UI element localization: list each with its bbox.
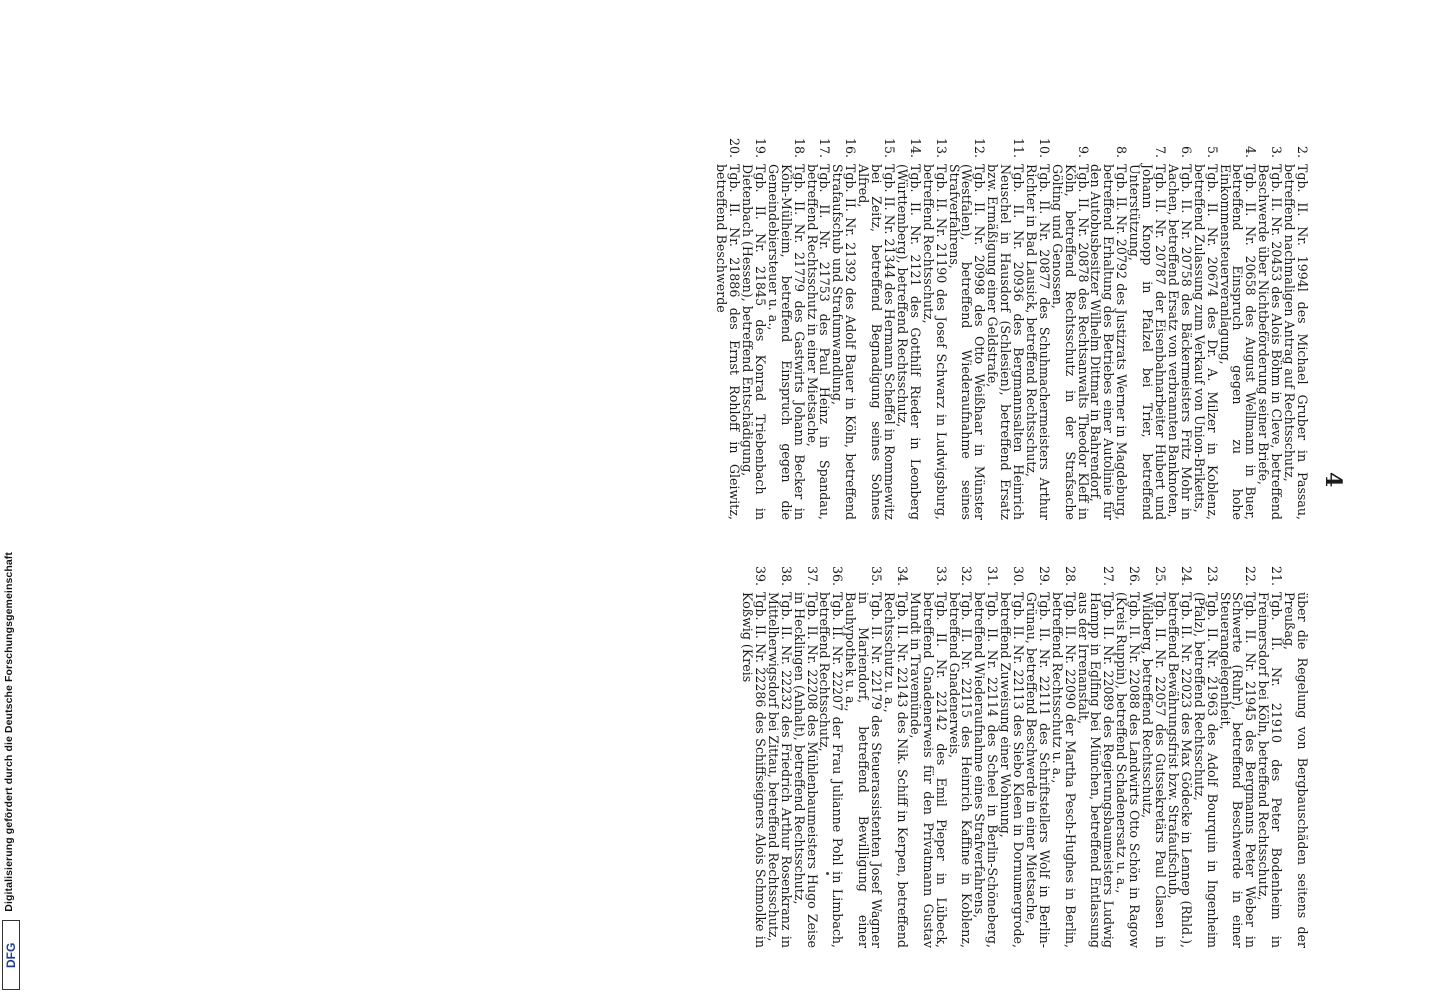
petition-entry <box>740 548 766 948</box>
petition-entry <box>998 548 1027 948</box>
petition-entry <box>908 548 947 948</box>
petition-entry <box>1166 548 1192 948</box>
entry-text: Tgb. II. Nr. 20787 der Eisenbahnarbeiter Hubert und Johann Knopp in Pfalzel bei Trier, betreffend Unterstützung, <box>1127 164 1169 520</box>
entry-text: Tgb. II. Nr. 22113 des Siebo Kleen in Dornumergrode, betreffend Zuweisung einer Wohnung, <box>998 592 1027 948</box>
dfg-logo-icon <box>2 920 20 990</box>
entry-number: 24. <box>1178 565 1194 586</box>
petition-entry <box>843 548 885 948</box>
entry-text: Tgb. II. Nr. 20674 des Dr. A. Milzer in Koblenz, betreffend Zulassung zum Verkauf von Union-Briketts, <box>1191 164 1220 520</box>
entry-text: Tgb. II. Nr. 22286 des Schiffseigners Alois Schmolke in Koßwig (Kreis <box>740 592 768 948</box>
entry-number: 35. <box>869 565 885 586</box>
entry-number: 22. <box>1243 565 1259 586</box>
entry-text: Tgb. II. Nr. 22090 der Martha Pesch-Hughes in Berlin, betreffend Rechtsschutz u. a., <box>1049 592 1078 948</box>
petition-entry <box>1024 548 1050 948</box>
entry-text: Tgb. II. Nr. 20878 des Rechtsanwalts Theodor Kleff in Köln, betreffend Rechtsschutz in der Strafsache Gölting und Genossen, <box>1049 164 1091 520</box>
entry-number: 30. <box>1011 565 1027 586</box>
petition-entry <box>947 120 986 520</box>
entry-text: Tgb. II. Nr. 22111 des Schriftstellers Wolf in Berlin-Grünau, betreffend Beschwerde in einer Mietsache, <box>1023 592 1052 948</box>
entry-text: Tgb. II. Nr. 20792 des Justizrats Werner in Magdeburg, betreffend Erhaltung des Betriebes einer Autolinie für den Autobusbesitzer Wilhelm Dittmar in Bahrendorf, <box>1088 164 1130 520</box>
petition-entry <box>985 120 1027 520</box>
petition-entry <box>1140 548 1169 948</box>
entry-number: 36. <box>830 565 846 586</box>
petition-entry <box>1166 120 1192 520</box>
entry-number: 18. <box>791 137 807 158</box>
entry-text: Tgb. II. Nr. 22114 des Scheel in Berlin-Schöneberg, betreffend Wiederaufnahme eines Strafverfahrens, <box>972 592 1001 948</box>
petition-entry <box>766 120 805 520</box>
entry-text: Tgb. II. Nr. 22115 des Heinrich Kaffine in Koblenz, betreffend Gnadenerweis, <box>946 592 975 948</box>
petition-entry <box>1114 548 1143 948</box>
entry-text: Tgb. II. Nr. 21910 des Peter Bodenheim in Freimersdorf bei Köln, betreffend Rechtsschutz, <box>1256 592 1285 948</box>
petition-entry <box>1256 548 1285 948</box>
entry-text: Tgb. II. Nr. 22208 des Mühlenbaumeisters Hugo Zeise in Hecklingen (Anhalt), betreffend Rechtsschutz, <box>791 592 820 948</box>
petition-entry <box>830 120 859 520</box>
entry-text: Tgb. II. Nr. 22089 des Regierungsbaumeisters Ludwig Hampp in Eglfing bei München, betreffend Entlassung aus der Irrenanstalt, <box>1075 592 1117 948</box>
footer-credit-text: Digitalisierung gefördert durch die Deutsche Forschungsgemeinschaft <box>3 552 15 912</box>
entry-text: Tgb. II. Nr. 21190 des Josef Schwarz in Ludwigsburg, betreffend Rechtsschutz, <box>920 164 949 520</box>
entry-number: 31. <box>985 565 1001 586</box>
petition-entry <box>1192 120 1218 520</box>
petition-entry <box>1050 548 1076 948</box>
entry-number: 34. <box>894 565 910 586</box>
entry-text: Tgb. II. Nr. 22207 der Frau Julianne Pohl in Limbach, betreffend Rechtsschutz, <box>817 592 846 948</box>
entry-text: Tgb. II. Nr. 20453 des Alois Böhm in Cleve, betreffend Beschwerde über Nichtbeförderung seiner Briefe, <box>1256 164 1285 520</box>
entry-number: 10. <box>1036 137 1052 158</box>
petition-entry <box>1218 120 1257 520</box>
petition-entry <box>1089 120 1128 520</box>
entry-text: Tgb. II. Nr. 20658 des August Wellmann in Buer, betreffend Einspruch gegen zu hohe Einkommensteuerveranlagung, <box>1217 164 1259 520</box>
dfg-logo-label: DFG <box>4 942 18 968</box>
entry-text: Tgb. II. Nr. 21845 des Konrad Triebenbach in Dietenbach (Hessen), betreffend Entschädigung, <box>740 164 768 520</box>
entry-text: Tgb. II. Nr. 20877 des Schuhmachermeisters Arthur Richter in Bad Lausick, betreffend Rechtsschutz, <box>1023 164 1052 520</box>
petition-entry <box>1218 548 1257 948</box>
petition-entry <box>882 548 908 948</box>
entry-number: 33. <box>933 565 949 586</box>
entry-number: 15. <box>882 137 897 158</box>
petition-entry <box>805 120 831 520</box>
entry-number: 5. <box>1204 145 1220 158</box>
entry-text: Tgb. II. Nr. 21779 des Gastwirts Johann Becker in Köln-Mülheim, betreffend Einspruch gegen die Gemeindebiersteuer u. a., <box>765 164 807 520</box>
entry-text: Tgb. II. Nr. 22179 des Steuerassistenten Josef Wagner in Mariendorf, betreffend Bewilligung einer Bauhypothek u. a., <box>843 592 885 948</box>
left-column <box>714 120 1308 520</box>
entry-text: über die Regelung von Bergbauschäden seitens der Preußag, <box>1282 592 1310 948</box>
entry-text: Tgb. II. Nr. 21344 des Hermann Scheffel in Rommewitz bei Zeitz, betreffend Begnadigung seines Sohnes Alfred, <box>856 164 897 520</box>
entry-text: Tgb. II. Nr. 1994l des Michael Gruber in Passau, betreffend nachmaligen Antrag auf Rechtsschutz, <box>1282 164 1310 520</box>
entry-number: 23. <box>1204 565 1220 586</box>
entry-number: 13. <box>933 137 949 158</box>
petition-entry <box>1076 548 1115 948</box>
petition-entry <box>921 120 947 520</box>
entry-number: 29. <box>1036 565 1052 586</box>
page-number: 4 <box>1320 472 1346 488</box>
entry-text: Tgb. II. Nr. 22142 des Emil Pieper in Lübeck, betreffend Gnadenerweis für den Privatmann Gustav Mundt in Travemünde, <box>907 592 949 948</box>
entry-number: 8. <box>1114 145 1130 158</box>
entry-number: 14. <box>907 137 923 158</box>
entry-number: 11. <box>1011 137 1027 158</box>
petition-entry <box>740 120 766 520</box>
entry-number: 27. <box>1101 565 1117 586</box>
petition-entry <box>856 120 895 520</box>
entry-text: Tgb. II. Nr. 2121 des Gotthilf Rieder in Leonberg (Württemberg), betreffend Rechtsschutz, <box>894 164 923 520</box>
entry-number: 37. <box>804 565 820 586</box>
entry-number: 7. <box>1153 145 1169 158</box>
entry-text: Tgb. II. Nr. 21945 des Bergmanns Peter Weber in Schwerte (Ruhr), betreffend Beschwerde in einer Steuerangelegenheit, <box>1217 592 1259 948</box>
entry-text: Tgb. II. Nr. 22023 des Max Gödecke in Lennep (Rhld.), betreffend Bewährungsfrist bzw. Strafaufschub, <box>1165 592 1194 948</box>
entry-number: 2. <box>1295 145 1310 158</box>
entry-text: Tgb. II. Nr. 21963 des Adolf Bourquin in Ingenheim (Pfalz), betreffend Rechtsschutz, <box>1191 592 1220 948</box>
entry-number: 4. <box>1243 145 1259 158</box>
entry-number: 38. <box>778 565 794 586</box>
entry-number: 9. <box>1075 145 1091 158</box>
petition-entry <box>714 120 743 520</box>
entry-number: 28. <box>1062 565 1078 586</box>
digitization-footer <box>0 0 22 1000</box>
petition-entry <box>1282 548 1308 948</box>
petition-entry <box>818 548 844 948</box>
entry-number: 20. <box>727 137 743 158</box>
right-column <box>740 548 1308 948</box>
entry-number: 39. <box>752 565 768 586</box>
entry-number: 19. <box>752 137 768 158</box>
entry-text: Tgb. II. Nr. 20936 des Bergmannsalten Heinrich Neuschel in Hausdorf (Schlesien), betreffend Ersatz bzw. Ermäßigung einer Geldstrafe, <box>985 164 1027 520</box>
entry-number: 25. <box>1153 565 1169 586</box>
entry-number: 12. <box>972 137 988 158</box>
scan-speck <box>826 872 829 875</box>
entry-number: 21. <box>1269 565 1285 586</box>
entry-text: Tgb. II. Nr. 20998 des Otto Weißhaar in Münster (Westfalen), betreffend Wiederaufnahme seines Strafverfahrens, <box>946 164 988 520</box>
petition-entry <box>1127 120 1169 520</box>
entry-text: Tgb. II. Nr. 22143 des Nik. Schiff in Kerpen, betreffend Rechtsschutz u. a., <box>882 592 910 948</box>
petition-entry <box>895 120 921 520</box>
petition-entry <box>1256 120 1285 520</box>
entry-number: 6. <box>1178 145 1194 158</box>
entry-number: 3. <box>1269 145 1285 158</box>
entry-text: Tgb. II. Nr. 20758 des Bäckermeisters Fritz Mohr in Aachen, betreffend Ersatz von verbrannten Banknoten, <box>1165 164 1194 520</box>
petition-entry <box>1192 548 1218 948</box>
entry-text: Tgb. II. Nr. 21753 des Paul Heinz in Spandau, betreffend Rechtsschutz in einer Mietsache, <box>804 164 833 520</box>
entry-text: Tgb. II. Nr. 22088 des Landwirts Otto Schön in Ragow (Kreis Ruppin), betreffend Schadenersatz u. a., <box>1114 592 1143 948</box>
entry-text: Tgb. II. Nr. 21886 des Ernst Rohloff in Gleiwitz, betreffend Beschwerde <box>714 164 743 520</box>
entry-text: Tgb. II. Nr. 21392 des Adolf Bauer in Köln, betreffend Strafaufschub und Strafumwandlung, <box>830 164 859 520</box>
petition-entry <box>1050 120 1089 520</box>
petition-entry <box>1282 120 1308 520</box>
petition-entry <box>1024 120 1050 520</box>
entry-number: 26. <box>1127 565 1143 586</box>
entry-text: Tgb. II. Nr. 22232 des Friedrich Arthur Rosenkranz in Mittelherwigsdorf bei Zittau, betreffend Rechtsschutz, <box>765 592 794 948</box>
petition-entry <box>947 548 973 948</box>
entry-text: Tgb. II. Nr. 22057 des Gutssekretärs Paul Clasen in Wildberg, betreffend Rechtsschutz, <box>1140 592 1169 948</box>
petition-entry <box>766 548 792 948</box>
entry-number: 16. <box>843 137 859 158</box>
petition-entry <box>792 548 818 948</box>
entry-number: 32. <box>959 565 975 586</box>
petition-entry <box>972 548 1001 948</box>
entry-number: 17. <box>817 137 833 158</box>
